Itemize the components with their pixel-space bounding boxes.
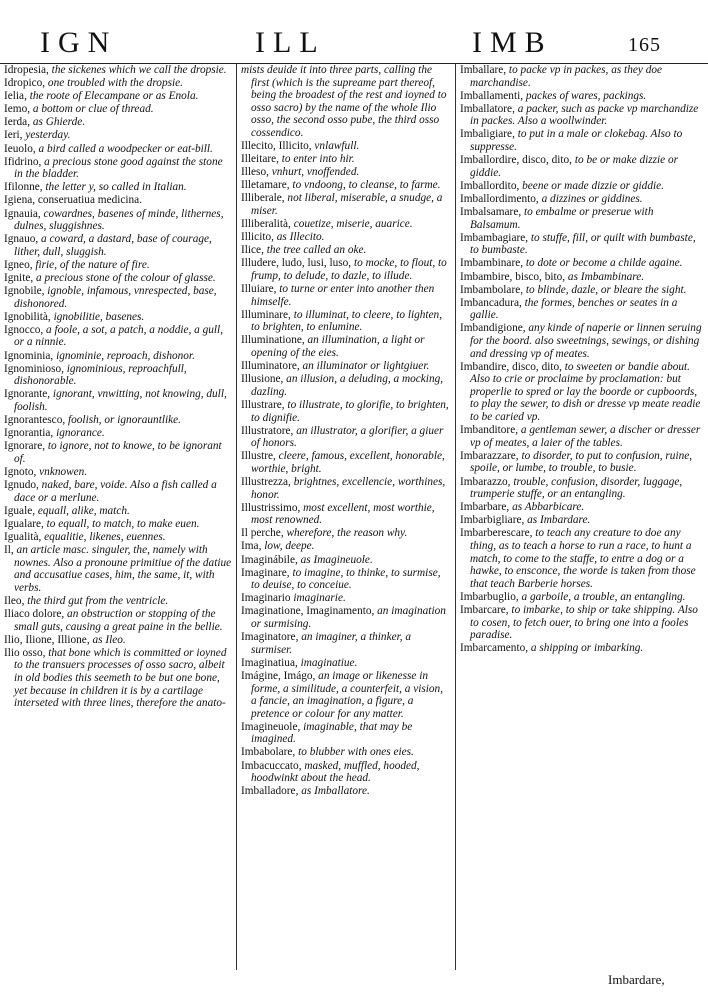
entry-definition: to disorder, to put to confusion, ruine, spoile, or lumbe, to trouble, to busie. <box>470 449 693 475</box>
header-left: IGN <box>40 26 118 59</box>
entry-headword: Imbarcamento, <box>460 642 529 655</box>
entry-definition: to illustrate, to glorifie, to brighten, to dignifie. <box>251 398 449 424</box>
dictionary-entry <box>241 605 451 630</box>
dictionary-entry <box>4 440 232 465</box>
entry-headword: Ignominia, <box>4 349 54 362</box>
entry-headword: Imbalsamare, <box>460 206 522 219</box>
entry-headword: Ignorantesco, <box>4 414 66 427</box>
dictionary-entry <box>460 206 704 231</box>
dictionary-entry <box>4 156 232 181</box>
dictionary-entry <box>4 647 232 710</box>
entry-headword: Illustratore, <box>241 424 294 437</box>
entry-definition: naked, bare, voide. Also a fish called a dace or a merlune. <box>14 479 217 504</box>
entry-headword: Imbambire, bisco, bito, <box>460 270 566 283</box>
dictionary-entry <box>460 154 704 179</box>
entry-headword: Imbambinare, <box>460 257 524 270</box>
entry-headword: Illuminatione, <box>241 334 305 347</box>
entry-headword: Imbarazzo, <box>460 475 511 488</box>
dictionary-entry <box>4 90 232 103</box>
entry-headword: Ilio osso, <box>4 646 46 659</box>
dictionary-entry <box>460 450 704 475</box>
entry-definition: packes of wares, packings. <box>523 89 647 102</box>
dictionary-entry <box>4 544 232 594</box>
entry-headword: Imbanditore, <box>460 424 519 437</box>
entry-headword: Imbandire, disco, dito, <box>460 360 562 373</box>
dictionary-entry <box>241 540 451 553</box>
dictionary-entry <box>4 259 232 272</box>
dictionary-entry <box>4 116 232 129</box>
dictionary-entry <box>241 140 451 153</box>
dictionary-entry <box>241 244 451 257</box>
dictionary-entry <box>241 760 451 785</box>
entry-headword: Illeitare, <box>241 153 279 166</box>
entry-definition: to stuffe, fill, or quilt with bumbaste, to bumbaste. <box>470 231 696 257</box>
entry-headword: Imaginatione, Imaginamento, <box>241 605 375 618</box>
entry-definition: to blubber with ones eies. <box>295 746 414 759</box>
dictionary-entry <box>241 554 451 567</box>
entry-definition: yesterday. <box>22 129 71 142</box>
dictionary-entry <box>241 785 451 798</box>
entry-headword: Ignominioso, <box>4 362 64 375</box>
dictionary-entry <box>460 64 704 89</box>
entry-headword: Ignoto, <box>4 465 37 478</box>
entry-headword: Iguale, <box>4 504 36 517</box>
entry-definition: a dizzines or giddines. <box>538 192 643 205</box>
dictionary-entry <box>241 257 451 282</box>
entry-definition: as Illecito. <box>273 231 325 244</box>
entry-definition: firie, of the nature of fire. <box>32 258 150 271</box>
entry-headword: Imballordito, <box>460 179 520 192</box>
entry-definition: as Abbarbicare. <box>509 501 585 514</box>
entry-headword: Ignobilità, <box>4 310 51 323</box>
page-number: 165 <box>628 34 661 56</box>
entry-headword: Ignite, <box>4 272 34 284</box>
entry-definition: a garboile, a trouble, an entangling. <box>518 590 686 603</box>
column-2 <box>236 64 455 970</box>
dictionary-entry <box>460 232 704 257</box>
entry-definition: the formes, benches or seates in a gallie. <box>470 296 678 322</box>
entry-definition: to put in a male or clokebag. Also to suppresse. <box>470 128 683 154</box>
entry-definition: ignorant, vnwitting, not knowing, dull, foolish. <box>14 388 227 413</box>
entry-headword: Ifidrino, <box>4 155 42 168</box>
entry-definition: to sweeten or bandie about. Also to crie or proclaime by proclamation: but properlie to spred or lay the boorde or cupboords, to play the sewer, to dish or dresse vp meate readie to be caried vp. <box>470 360 701 424</box>
entry-definition: a precious stone good against the stone in the bladder. <box>14 155 223 181</box>
entry-headword: Illicito, <box>241 231 274 244</box>
entry-headword: Idropesia, <box>4 64 49 76</box>
dictionary-entry <box>460 297 704 322</box>
entry-headword: Illecito, Illicito, <box>241 140 312 153</box>
entry-definition: ignobilitie, basenes. <box>50 310 145 323</box>
dictionary-entry <box>4 143 232 156</box>
entry-headword: Illiberalità, <box>241 218 291 231</box>
running-header <box>0 24 708 64</box>
entry-headword: Imballatore, <box>460 102 515 115</box>
entry-definition: most excellent, most worthie, most renowned. <box>251 501 435 527</box>
entry-headword: Il, <box>4 543 14 556</box>
dictionary-entry <box>460 604 704 642</box>
entry-headword: Imbarcare, <box>460 603 509 616</box>
entry-headword: Imbandigione, <box>460 322 526 335</box>
entry-definition: a shipping or imbarking. <box>528 642 644 655</box>
dictionary-entry <box>460 128 704 153</box>
entry-definition: an article masc. singuler, the, namely with nownes. Also a pronoune primitiue of the datiue and accusatiue cases, him, the same, it, with verbs. <box>13 543 232 594</box>
entry-definition: masked, muffled, hooded, hoodwinkt about the head. <box>251 759 420 785</box>
entry-definition: one troubled with the dropsie. <box>45 77 183 90</box>
entry-definition: couetize, miserie, auarice. <box>290 218 413 231</box>
entry-headword: Illeso, <box>241 166 269 179</box>
dictionary-entry <box>460 476 704 501</box>
entry-headword: Imágine, Imágo, <box>241 669 316 682</box>
dictionary-entry <box>241 373 451 398</box>
entry-headword: Illustrare, <box>241 398 285 411</box>
entry-definition: to illuminat, to cleere, to lighten, to brighten, to enlumine. <box>251 308 443 334</box>
dictionary-entry <box>4 518 232 531</box>
dictionary-entry <box>4 479 232 504</box>
entry-headword: Ignudo, <box>4 479 39 491</box>
entry-definition: the sickenes which we call the dropsie. <box>48 64 227 76</box>
entry-headword: Igneo, <box>4 258 33 271</box>
dictionary-entry <box>241 283 451 308</box>
entry-headword: Igualare, <box>4 517 44 530</box>
entry-definition: foolish, or ignorauntlike. <box>65 414 181 427</box>
entry-definition: an imaginer, a thinker, a surmiser. <box>251 631 412 656</box>
dictionary-entry <box>460 527 704 590</box>
dictionary-entry <box>241 476 451 501</box>
dictionary-entry <box>241 192 451 217</box>
entry-headword: Imbarberescare, <box>460 527 533 540</box>
entry-headword: Ilice, <box>241 244 264 257</box>
header-right: IMB <box>472 26 553 59</box>
entry-definition: ignominie, reproach, dishonor. <box>53 349 195 362</box>
entry-definition: imaginatiue. <box>297 656 358 669</box>
dictionary-entry <box>241 64 451 140</box>
entry-headword: Ileo, <box>4 594 25 607</box>
dictionary-entry <box>241 218 451 231</box>
entry-headword: Igualità, <box>4 530 42 543</box>
entry-definition: a coward, a dastard, base of courage, lither, dull, sluggish. <box>14 233 212 258</box>
entry-definition: an illusion, a deluding, a mocking, dazling. <box>251 373 444 398</box>
dictionary-entry <box>4 181 232 194</box>
dictionary-entry <box>241 527 451 540</box>
dictionary-entry <box>241 670 451 720</box>
entry-headword: Imballare, <box>460 64 507 76</box>
entry-definition: a gentleman sewer, a discher or dresser vp of meates, a laier of the tables. <box>470 424 701 449</box>
entry-definition: to turne or enter into another then himselfe. <box>251 283 435 308</box>
column-1 <box>0 64 236 970</box>
dictionary-entry <box>460 361 704 424</box>
entry-headword: Ilio, Ilione, Illione, <box>4 633 90 646</box>
entry-headword: Illuminare, <box>241 308 291 321</box>
entry-definition: to vndoong, to cleanse, to farme. <box>289 179 441 192</box>
entry-headword: Iemo, <box>4 103 31 116</box>
entry-headword: Illiberale, <box>241 192 285 205</box>
dictionary-entry <box>4 64 232 77</box>
entry-definition: brightnes, excellencie, worthines, honor. <box>251 476 446 501</box>
dictionary-entry <box>460 322 704 360</box>
entry-definition: as Imballatore. <box>298 785 370 798</box>
entry-definition: beene or made dizzie or giddie. <box>519 179 664 192</box>
entry-headword: Illudere, ludo, lusi, luso, <box>241 257 352 270</box>
entry-headword: Illuminatore, <box>241 360 300 373</box>
entry-headword: Ignobile, <box>4 285 45 298</box>
dictionary-entry <box>4 311 232 324</box>
dictionary-entry <box>241 721 451 746</box>
entry-definition: the letter y, so called in Italian. <box>42 181 187 194</box>
entry-definition: to mocke, to flout, to frump, to delude, to dazle, to illude. <box>251 257 447 282</box>
entry-definition: that bone which is committed or ioyned to the transuers processes of osso sacro, albeit in old bodies this seemeth to be but one bone, yet because in children it is by a cartilage interseted with three lines, therefore the anato- <box>14 646 227 710</box>
entry-definition: equalitie, likenes, euennes. <box>41 530 166 543</box>
entry-definition: to embalme or preserue with Balsamum. <box>470 206 654 231</box>
entry-definition: to equall, to match, to make euen. <box>43 517 200 530</box>
entry-headword: Imballadore, <box>241 785 299 798</box>
entry-headword: Ignorante, <box>4 388 51 401</box>
entry-definition: the roote of Elecampane or as Enola. <box>26 90 199 103</box>
entry-headword: Imbarazzare, <box>460 449 519 462</box>
entry-definition: as Imagineuole. <box>297 553 373 566</box>
entry-headword: Ignocco, <box>4 323 44 336</box>
entry-definition: as Imbardare. <box>524 514 591 527</box>
entry-definition: a bottom or clue of thread. <box>30 103 154 116</box>
entry-definition: ignorance. <box>53 427 105 440</box>
entry-definition: wherefore, the reason why. <box>283 527 408 540</box>
entry-headword: Illustre, <box>241 450 276 463</box>
dictionary-entry <box>4 466 232 479</box>
entry-definition: as Imbambinare. <box>565 270 645 283</box>
entry-definition: to be or make dizzie or giddie. <box>470 154 679 179</box>
dictionary-entry <box>4 505 232 518</box>
entry-definition: an illuminator or lightgiuer. <box>299 360 430 373</box>
entry-headword: Ieri, <box>4 129 23 142</box>
entry-definition: a packer, such as packe vp marchandize in packes. Also a woollwinder. <box>470 102 699 128</box>
entry-headword: Imaginatore, <box>241 631 299 644</box>
entry-headword: Illetamare, <box>241 179 290 192</box>
dictionary-entry <box>460 514 704 527</box>
dictionary-entry <box>460 103 704 128</box>
entry-definition: imaginarie. <box>290 592 346 605</box>
entry-definition: to teach any creature to doe any thing, as to teach a horse to run a race, to hunt a match, to come to the staffe, to entre a dog or a hawke, to ensconce, the worde is taken from those that teach Barberie horses. <box>470 527 696 590</box>
dictionary-entry <box>241 657 451 670</box>
entry-headword: Il perche, <box>241 527 284 540</box>
dictionary-entry <box>4 427 232 440</box>
header-center: ILL <box>255 26 326 59</box>
entry-headword: Imagineuole, <box>241 720 301 733</box>
entry-definition: a bird called a woodpecker or eat-bill. <box>35 142 213 155</box>
entry-definition: an imagination or surmising. <box>251 605 446 631</box>
entry-definition: vnhurt, vnoffended. <box>268 166 360 179</box>
entry-headword: Imbarbigliare, <box>460 514 525 527</box>
dictionary-entry <box>241 399 451 424</box>
entry-headword: Ierda, <box>4 116 31 129</box>
dictionary-entry <box>4 608 232 633</box>
entry-headword: Imbaligiare, <box>460 128 515 141</box>
dictionary-entry <box>4 363 232 388</box>
entry-headword: Imbabolare, <box>241 746 296 759</box>
dictionary-entry <box>460 284 704 297</box>
dictionary-entry <box>4 350 232 363</box>
dictionary-entry <box>460 424 704 449</box>
dictionary-entry <box>460 257 704 270</box>
entry-definition: cleere, famous, excellent, honorable, worthie, bright. <box>251 450 445 475</box>
entry-definition: ignominious, reproachfull, dishonorable. <box>14 362 187 388</box>
dictionary-entry <box>241 360 451 373</box>
dictionary-entry <box>241 592 451 605</box>
entry-definition: an image or likenesse in forme, a similitude, a counterfeit, a vision, a fancie, an imagination, a figure, a pretence or colour for any matter. <box>251 669 444 720</box>
dictionary-entry <box>460 193 704 206</box>
entry-headword: Imbarbare, <box>460 501 510 514</box>
entry-definition: to ignore, not to knowe, to be ignorant of. <box>14 440 222 465</box>
entry-definition: an illustrator, a glorifier, a giuer of honors. <box>251 424 444 450</box>
entry-definition: an illumination, a light or opening of the eies. <box>251 334 425 360</box>
dictionary-entry <box>4 285 232 310</box>
entry-headword: Imaginatiua, <box>241 656 298 669</box>
entry-headword: Ignauo, <box>4 233 39 246</box>
entry-definition: ignoble, infamous, vnrespected, base, dishonored. <box>14 285 217 310</box>
entry-headword: Illustrezza, <box>241 476 291 488</box>
entry-headword: Ielia, <box>4 90 27 103</box>
dictionary-entry <box>241 153 451 166</box>
entry-headword: Idropico, <box>4 77 46 90</box>
dictionary-entry <box>4 129 232 142</box>
dictionary-entry <box>4 634 232 647</box>
entry-definition: vnknowen. <box>36 465 88 478</box>
entry-headword: Imbacuccato, <box>241 759 302 772</box>
entry-definition: not liberal, miserable, a snudge, a miser. <box>251 192 443 218</box>
catchword: Imbardare, <box>608 972 665 987</box>
entry-definition: vnlawfull. <box>311 140 360 153</box>
entry-definition: low, deepe. <box>261 540 315 553</box>
entry-headword: Imballordire, disco, dito, <box>460 154 573 167</box>
entry-headword: Illuiare, <box>241 283 277 296</box>
dictionary-entry <box>4 272 232 285</box>
entry-headword: Igiena, conseruatiua medicina. <box>4 194 143 207</box>
entry-headword: Imbancadura, <box>460 296 522 309</box>
dictionary-entry <box>241 166 451 179</box>
entry-definition: any kinde of naperie or linnen seruing for the boord. also sweetnings, sewings, or dishing and dressing vp of meates. <box>470 322 702 360</box>
entry-definition: to imbarke, to ship or take shipping. Also to cosen, to fetch ouer, to bring one into a fooles paradise. <box>470 603 698 642</box>
dictionary-entry <box>4 194 232 207</box>
dictionary-entry <box>241 231 451 244</box>
dictionary-entry <box>241 567 451 592</box>
entry-definition: an obstruction or stopping of the small guts, causing a great paine in the bellie. <box>14 607 223 633</box>
entry-definition: imaginable, that may be imagined. <box>251 720 413 746</box>
dictionary-entry <box>241 746 451 759</box>
entry-headword: Imbambolare, <box>460 283 524 296</box>
dictionary-entry <box>241 334 451 359</box>
entry-definition: trouble, confusion, disorder, luggage, trumperie stuffe, or an entangling. <box>470 475 683 501</box>
column-3 <box>455 64 708 970</box>
entry-headword: Imbarbuglio, <box>460 590 519 603</box>
dictionary-entry <box>460 180 704 193</box>
entry-definition: the tree called an oke. <box>263 244 367 257</box>
entry-definition: to imagine, to thinke, to surmise, to deuise, to conceiue. <box>251 566 441 592</box>
entry-headword: Imaginario <box>241 592 291 605</box>
entry-headword: Illusione, <box>241 373 284 386</box>
entry-headword: Ignorantia, <box>4 427 54 440</box>
dictionary-entry <box>4 77 232 90</box>
entry-headword: Ieuolo, <box>4 142 36 155</box>
dictionary-entry <box>4 531 232 544</box>
entry-headword: Ignauia, <box>4 207 41 220</box>
dictionary-entry <box>241 502 451 527</box>
dictionary-entry <box>241 425 451 450</box>
dictionary-entry <box>460 501 704 514</box>
dictionary-entry <box>241 631 451 656</box>
entry-headword: Imballamenti, <box>460 89 524 102</box>
entry-headword: Imbambagiare, <box>460 231 529 244</box>
entry-headword: Ima, <box>241 540 262 553</box>
entry-definition: to dote or become a childe againe. <box>523 257 683 270</box>
dictionary-entry <box>4 208 232 233</box>
entry-headword: Imballordimento, <box>460 192 539 205</box>
dictionary-entry <box>241 179 451 192</box>
entry-definition: to packe vp in packes, as they doe marchandise. <box>470 64 663 89</box>
dictionary-entry <box>4 414 232 427</box>
dictionary-entry <box>460 642 704 655</box>
dictionary-entry <box>460 90 704 103</box>
entry-definition: equall, alike, match. <box>35 504 130 517</box>
entry-definition: cowardnes, basenes of minde, lithernes, dulnes, sluggishnes. <box>14 207 224 233</box>
entry-headword: Iliaco dolore, <box>4 607 65 620</box>
entry-headword: Ifilonne, <box>4 181 43 194</box>
dictionary-entry <box>460 591 704 604</box>
entry-definition: to enter into hir. <box>278 153 355 166</box>
dictionary-entry <box>4 324 232 349</box>
entry-definition: mists deuide it into three parts, calling the first (which is the supreame part thereof, being the broadest of the rest and ioyned to osso sacro) by the name of the whole Ilio osso, the second osso pube, the third osso cossendico. <box>241 64 447 139</box>
dictionary-entry <box>4 233 232 258</box>
entry-headword: Imaginábile, <box>241 553 298 566</box>
entry-definition: to blinde, dazle, or bleare the sight. <box>523 283 687 296</box>
entry-definition: a foole, a sot, a patch, a noddie, a gull, or a ninnie. <box>14 323 224 349</box>
entry-definition: the third gut from the ventricle. <box>24 594 169 607</box>
dictionary-entry <box>241 450 451 475</box>
entry-definition: as Ghierde. <box>30 116 86 129</box>
entry-definition: a precious stone of the colour of glasse. <box>33 272 216 284</box>
entry-headword: Illustrissimo, <box>241 501 301 514</box>
entry-definition: as Ileo. <box>89 633 126 646</box>
dictionary-entry <box>460 271 704 284</box>
dictionary-entry <box>4 595 232 608</box>
entry-headword: Ignorare, <box>4 440 46 453</box>
dictionary-entry <box>4 388 232 413</box>
dictionary-entry <box>241 309 451 334</box>
dictionary-entry <box>4 103 232 116</box>
entry-headword: Imaginare, <box>241 566 290 579</box>
